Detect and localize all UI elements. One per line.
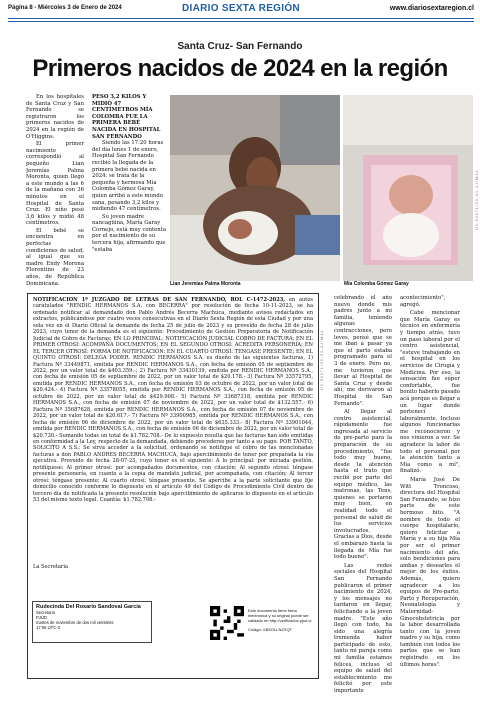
side-code: U 3 - 9 3 0 7 1 / 0 3 - 0 1 - 2 4 / M-4-1 [475,170,479,230]
article-column-4 [400,295,460,705]
signer-line: Secretario [36,610,56,615]
verification-text [248,608,314,632]
photo-baby-mia [343,95,473,281]
article-column-3 [334,295,392,705]
photo-mother-with-baby-lian [170,95,340,281]
paragraph: Al llegar al centro asistencial, rápidamente fue ingresada al servicio de pre-parto para la preparación de su procedimiento, "fue todo muy bueno, desde la atención hasta el trato que recibí por parte del equipo médico, las matronas, las Tens, quienes se portaron muy bien, en realidad todo el personal de salud de los servicios involucrados. Gracias a Dios, desde el embarazo hasta la llegada de Mía fue todo bueno". [334,409,392,561]
side-code: U 3 - 9 3 0 7 1 / 0 3 - 0 1 - 2 4 / M-4-1 [320,330,324,390]
masthead: DIARIO SEXTA REGIÓN [182,3,300,14]
paragraph: Su joven madre nancagüina, María Garay Cornejo, está muy contenta por el nacimiento de su tercera hija, afirmando que "estaba [92,213,166,253]
article-column-2 [92,94,166,299]
electronic-signature-box [32,601,152,643]
signer-line: martes de noviembre de dos mil veintitrés [36,620,114,625]
page-header [8,4,474,17]
notice-secretary: La Secretaria [33,564,69,570]
header-rule [8,18,474,19]
photo-caption: Lian Jeremías Palma Moronta [170,281,241,287]
paragraph: Siendo las 17:20 horas del día lunes 1 de enero, Hospital San Fernando recibió la llegada de la primera bebé nacida en 2024: se trata de la pequeña y hermosa Mía Colomba Gómez Garay, quien arribó a este mundo sana, pesando 3,2 kilos y midiendo 47 centímetros. [92,140,164,213]
legal-notice-text [33,297,313,562]
article-kicker: Santa Cruz- San Fernando [177,41,303,52]
notice-body: en autos caratulados "RENDIC HERMANOS S.A. con BECERRA" por resolución de fecha 10-11-2023, se ha ordenado notificar al demandado don Pablo Andrés Becerra Machuca, mediante avisos redactados en extractos, publicándose por cuatro veces consecutivas en el Diario Sexta Región de esta Ciudad y por una sola vez en el Diario Oficial la demanda de fecha 25 de julio de 2023 y su proveído de fecha 28 de julio 2023, cuyo tenor de la demanda es el siguiente: Procedimiento de Gestión Preparatoria de Notificación Judicial de Cobro de Facturas; EN LO PRINCIPAL: NOTIFICACIÓN JUDICIAL COBRO DE FACTURA; EN EL PRIMER OTROSÍ: ACOMPAÑA DOCUMENTOS; EN EL SEGUNDO OTROSÍ: ACREDITA PERSONERÍA; EN EL TERCER OTROSÍ: FORMA DE NOTIFICACIÓN; EN EL CUARTO OTROSÍ: TENGASE PRESENTE; EN EL QUINTO OTROSÍ: DELEGA PODER. RENDIC HERMANOS S.A. es dueño de las siguientes facturas, 1) Factura Nº 33449871, emitida por RENDIC HERMANOS S.A., con fecha de emisión 05 de septiembre de 2022, por un valor total de $403.359.-; 2) Factura Nº 33430139, emitida por RENDIC HERMANOS S.A., con fecha de emisión 05 de septiembre de 2022, por un valor total de $20.178.- 3) Factura Nº 33572795, emitida por RENDIC HERMANOS S.A., con fecha de emisión 03 de octubre de 2022, por un valor total de $20.424.- 4) Factura Nº 33578055, emitida por RENDIC HERMANOS S.A., con fecha de emisión 05 de octubre de 2022, por un valor total de $429.908.- 5) Factura Nº 33687318, emitida por RENDIC HERMANOS S.A., con fecha de emisión 07 de noviembre de 2022, por un valor total de $132.557.- 6) Factura Nº 35687628, emitida por RENDIC HERMANOS S.A., con fecha de emisión 07 de noviembre de 2022, por un valor total de $20.617.- 7) Factura Nº 33900985, emitida por RENDIC HERMANOS S.A., con fecha de emisión 06 de diciembre de 2022, por un valor total de $635.333.- 8) Factura Nº 33901044, emitida por RENDIC HERMANOS S.A., con fecha de emisión 06 de diciembre de 2022, por un valor total de $20.730.- Sumando todas un total de $1.782.708.- De lo expuesto resulta que las facturas han sido emitidas en conformidad a la Ley, respecto de la demandada, debiendo procederse por tanto a su pago. POR TANTO, SOLICITO A S.S.: Se sirva acceder a la solicitud, ordenando se notifique el cobro de las mencionadas facturas a don PABLO ANDRES BECERRA MACHUCA, bajo apercibimiento de tener por preparada la vía ejecutiva. Proveído de fecha 28-07-23, cuyo tenor es el siguiente: A lo principal: por iniciada gestión, notifíquese; Al primer otrosí: por acompañados documentos, con citación; Al segundo otrosí: téngase presente personería, en cuanto a la copia de mandato judicial, por acompañada, con citación; Al tercer otrosí: téngase presente; Al cuarto otrosí: téngase presente. Se apercibe a la parte solicitante que fije domicilio conocido conforme lo dispuesto en el artículo 49 del Código de Procedimiento Civil dentro de tercero día de notificada la presente resolución bajo apercibimiento de aplicarse lo dispuesto en el artículo 53 del mismo texto legal. Cuantía: $1.782.708.- [33,297,313,504]
notice-title: NOTIFICACIÓN 1º JUZGADO DE LETRAS DE SAN FERNANDO, [33,297,227,303]
paragraph: El primer nacimiento correspondió al pequeño Lian Jeremías Palma Moronta, quien llegó a este mundo a las 6 de la mañana con 36 minutos en el Hospital de Santa Cruz. El niño pesó 3,6 kilos y midió 48 centímetros. [26,141,84,227]
verify-code: Código: XBSOLLNZXQT [248,627,293,632]
page-date: Página 8 - Miércoles 3 de Enero de 2024 [8,5,122,11]
subhead: PESÓ 3,2 KILOS Y MIDIÓ 47 CENTÍMETROS MÍA COLOMBA FUE LA PRIMERA BEBÉ NACIDA EN HOSPITAL SAN FERNANDO [92,94,161,140]
verify-info: Este documento tiene firma electrónica y su original puede ser validado en http://verificadoc.pjud.cl [248,608,312,623]
website-link[interactable]: www.diariosextaregion.cl [389,5,474,12]
legal-notice-box [27,293,319,679]
signer-line: 17:06 UTC-3 [36,625,60,630]
paragraph: celebrando el año nuevo donde mis padres junto a mi familia, teniendo algunas contracciones, pero leves, pensé que se me iban a pasar ya que el parto estaba programado para el 3 de enero. Pero no, me tuvieron que llevar al Hospital de Santa Cruz y desde ahí, me derivaron al Hospital de San Fernando". [334,295,392,407]
header-rule-2 [8,21,474,22]
paragraph: Cabe mencionar que María Garay es técnico en enfermería y tiempo atrás, tuvo un paso laboral por el centro asistencial, "estuve trabajando en el hospital en los servicios de Cirugía y Medicina. Por eso, la sensación fue súper confortable, fue bonito haberlo pasado acá porque es llegar a un lugar donde pertenecí laboralmente. Incluso algunos funcionarias me reconocieron y nos vinieron a ver. Se agradece la labor de todo el personal por la atención tanto a Mía como a mí", finalizó. [400,310,460,475]
notice-rol: ROL C-1472-2023, [230,297,286,303]
signer-name: Rudecinda Del Rosario Sandoval García [36,604,141,610]
photo-caption: Mía Colomba Gómez Garay [344,281,409,287]
paragraph: María José De Witt Troncoso, directora del Hospital San Fernando, se hizo parte de este hermoso hito. "A nombre de todo el cuerpo hospitalario, quiero felicitar a María y a su hija Mía por ser el primer nacimiento del año, solo bendiciones para ambas y desearles el mejor de los éxitos. Además, quiero agradecer a los equipos de Pre-parto, Parto y Recuperación, Neonatología y Maternidad-Ginecobstetricia por la labor desarrollada tanto con la joven madre y su hija, como también con todos los partos que se han registrado en los últimos horas". [400,477,460,668]
article-column-1 [26,94,84,299]
paragraph: Las redes sociales del Hospital San Fernando publicaron el primer nacimiento de 2024, y los mensajes no tardaron en llegar, felicitando a la joven madre. "Este año llegó con todo, ha sido una alegría tremenda haber participado de esto, tanto mi pareja como mi familia estamos felices, incluso el equipo de salud del establecimiento me felicitó por este importante [334,562,392,695]
article-headline: Primeros nacidos de 2024 en la región [32,55,448,82]
paragraph: acontecimiento", agregó. [400,295,446,308]
signer-line: PJUD [36,615,47,620]
paragraph: En los hospitales de Santa Cruz y San Fernando se registraron los primeros nacidos de 2024 en la región de O'Higgins. [26,94,84,140]
paragraph: El bebé se encuentra en perfectas condiciones de salud, al igual que su madre Endy Morona Florentino de 23 años, de República Dominicana. [26,227,84,287]
qr-code-icon[interactable] [210,606,244,640]
